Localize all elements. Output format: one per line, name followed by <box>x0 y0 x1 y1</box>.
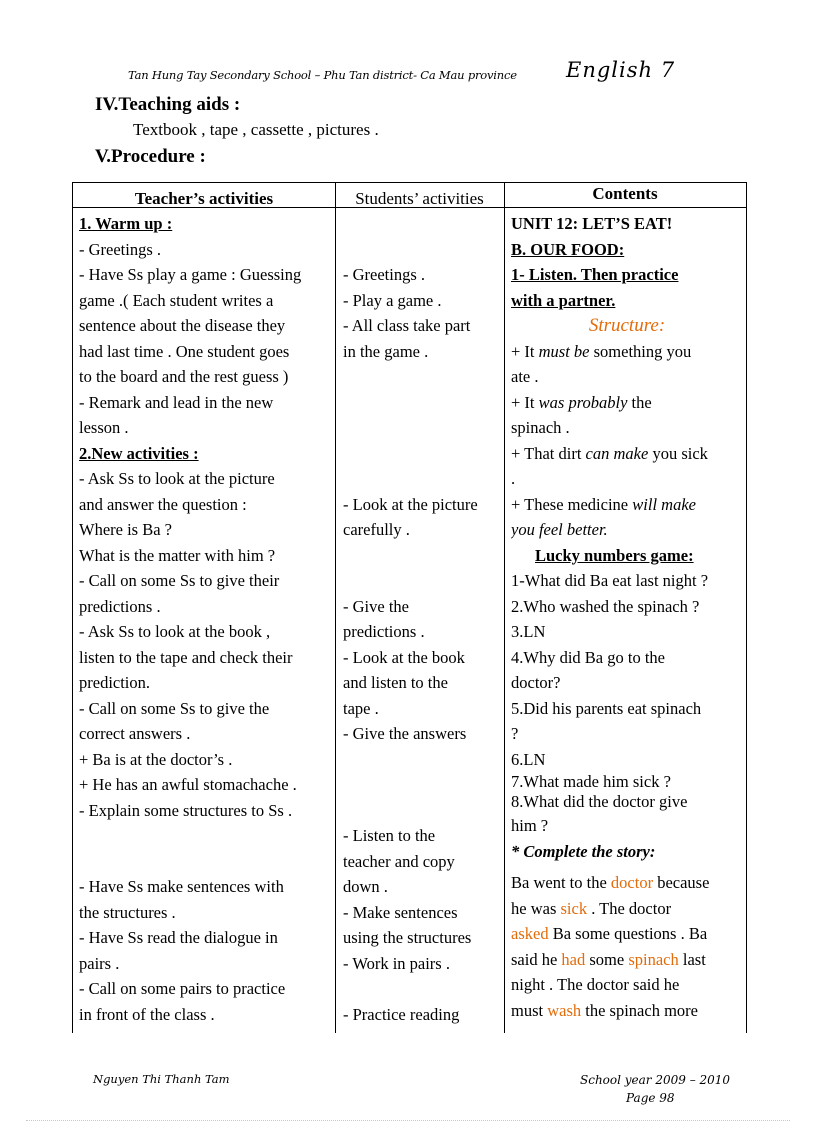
students-line: predictions . <box>343 622 425 641</box>
subject-header: English 7 <box>566 58 676 82</box>
question-line: him ? <box>511 816 549 835</box>
students-line: - Give the <box>343 596 409 616</box>
students-line <box>343 237 501 263</box>
contents-column-header: Contents <box>592 184 658 203</box>
teacher-line: and answer the question : <box>79 494 247 514</box>
students-line: - All class take part <box>343 316 471 335</box>
new-activities-heading: 2.New activities : <box>79 443 199 463</box>
story-line: Ba went to the doctor because <box>511 873 710 892</box>
students-line <box>343 441 501 467</box>
students-line <box>343 747 501 773</box>
students-line <box>343 466 501 492</box>
story-line: asked Ba some questions . Ba <box>511 924 708 943</box>
students-line: - Look at the picture <box>343 494 478 514</box>
teacher-line: game .( Each student writes a <box>79 290 274 310</box>
task-title: 1- Listen. Then practice <box>511 265 679 284</box>
teacher-line: predictions . <box>79 596 161 616</box>
teacher-line: What is the matter with him ? <box>79 545 276 565</box>
teacher-line: lesson . <box>79 418 129 437</box>
students-line: carefully . <box>343 520 410 539</box>
students-line: and listen to the <box>343 673 448 692</box>
structure-line: + These medicine will make <box>511 494 696 514</box>
students-line <box>343 390 501 416</box>
students-line <box>343 364 501 390</box>
teaching-aids-text: Textbook , tape , cassette , pictures . <box>133 120 379 139</box>
unit-title: UNIT 12: LET’S EAT! <box>511 214 673 233</box>
teacher-line: correct answers . <box>79 724 191 743</box>
students-line: - Play a game . <box>343 290 442 310</box>
students-line: tape . <box>343 698 379 718</box>
procedure-table <box>72 182 747 1033</box>
story-line: must wash the spinach more <box>511 1000 698 1020</box>
students-line <box>343 976 501 1002</box>
students-line: - Make sentences <box>343 902 458 922</box>
question-line: 2.Who washed the spinach ? <box>511 596 700 616</box>
teacher-line: - Greetings . <box>79 239 162 259</box>
teacher-line: - Explain some structures to Ss . <box>79 800 293 820</box>
story-line: said he had some spinach last <box>511 949 706 969</box>
teacher-line: - Call on some pairs to practice <box>79 979 286 998</box>
students-line <box>343 568 501 594</box>
story-line: he was sick . The doctor <box>511 898 672 918</box>
teacher-line: - Have Ss play a game : Guessing <box>79 265 302 284</box>
students-line <box>343 772 501 798</box>
teacher-line: in front of the class . <box>79 1004 215 1024</box>
structure-line: . <box>511 469 516 488</box>
footer-page-number: Page 98 <box>626 1091 675 1105</box>
students-line: - Give the answers <box>343 724 467 743</box>
question-line: 6.LN <box>511 749 546 769</box>
students-line: using the structures <box>343 928 472 947</box>
teacher-line: - Call on some Ss to give the <box>79 698 270 718</box>
teaching-aids-heading: IV.Teaching aids : <box>95 94 241 115</box>
teacher-line: the structures . <box>79 902 176 922</box>
teacher-line: had last time . One student goes <box>79 341 290 361</box>
question-line: 7.What made him sick ? <box>511 772 671 791</box>
teacher-line <box>79 849 331 875</box>
teacher-line: - Ask Ss to look at the book , <box>79 622 271 641</box>
story-line: night . The doctor said he <box>511 975 680 994</box>
students-line: - Look at the book <box>343 647 465 667</box>
teacher-activities <box>79 211 331 1027</box>
question-line: ? <box>511 724 519 743</box>
teacher-line: - Call on some Ss to give their <box>79 571 280 590</box>
students-line: down . <box>343 877 388 896</box>
page-edge-divider <box>26 1120 790 1121</box>
structure-line: + That dirt can make you sick <box>511 443 708 463</box>
teacher-line: - Have Ss make sentences with <box>79 877 284 896</box>
teacher-line: listen to the tape and check their <box>79 647 293 667</box>
column-divider <box>335 183 336 1033</box>
contents-column <box>511 211 743 1033</box>
question-line: 1-What did Ba eat last night ? <box>511 571 709 590</box>
teacher-line: - Remark and lead in the new <box>79 392 274 412</box>
structure-line: + It was probably the <box>511 392 652 412</box>
question-line: 5.Did his parents eat spinach <box>511 698 702 718</box>
footer-school-year: School year 2009 – 2010 <box>580 1073 731 1087</box>
structure-line: ate . <box>511 367 539 386</box>
section-title: B. OUR FOOD: <box>511 239 625 259</box>
students-line: - Work in pairs . <box>343 953 450 973</box>
students-line <box>343 211 501 237</box>
students-line: in the game . <box>343 341 429 361</box>
teacher-line: prediction. <box>79 673 151 692</box>
structure-title: Structure: <box>588 315 666 336</box>
students-line <box>343 798 501 824</box>
teacher-column-header: Teacher’s activities <box>134 189 274 208</box>
teacher-line <box>79 823 331 849</box>
students-line: - Practice reading <box>343 1004 460 1024</box>
game-title: Lucky numbers game: <box>535 545 694 565</box>
structure-line: you feel better. <box>511 520 608 539</box>
teacher-line: - Ask Ss to look at the picture <box>79 469 275 488</box>
school-header: Tan Hung Tay Secondary School – Phu Tan district- Ca Mau province <box>128 68 517 82</box>
structure-line: spinach . <box>511 418 570 437</box>
students-line: - Listen to the <box>343 826 436 845</box>
story-title: * Complete the story: <box>511 841 656 861</box>
question-line: 8.What did the doctor give <box>511 792 688 811</box>
students-line <box>343 415 501 441</box>
teacher-line: - Have Ss read the dialogue in <box>79 928 278 947</box>
task-title: with a partner. <box>511 290 616 310</box>
students-activities <box>343 211 501 1027</box>
students-column-header: Students’ activities <box>355 189 484 208</box>
question-line: 3.LN <box>511 622 546 641</box>
structure-line: + It must be something you <box>511 341 692 361</box>
question-line: doctor? <box>511 673 561 692</box>
procedure-heading: V.Procedure : <box>95 146 206 167</box>
column-divider <box>504 183 505 1033</box>
question-line: 4.Why did Ba go to the <box>511 647 665 667</box>
students-line: - Greetings . <box>343 265 426 284</box>
teacher-line: Where is Ba ? <box>79 520 172 539</box>
students-line: teacher and copy <box>343 851 455 871</box>
teacher-line: + Ba is at the doctor’s . <box>79 749 233 769</box>
teacher-line: to the board and the rest guess ) <box>79 367 289 386</box>
teacher-line: sentence about the disease they <box>79 316 286 335</box>
teacher-line: + He has an awful stomachache . <box>79 775 297 794</box>
warm-up-heading: 1. Warm up : <box>79 214 173 233</box>
footer-author: Nguyen Thi Thanh Tam <box>93 1072 230 1086</box>
teacher-line: pairs . <box>79 953 120 973</box>
students-line <box>343 543 501 569</box>
